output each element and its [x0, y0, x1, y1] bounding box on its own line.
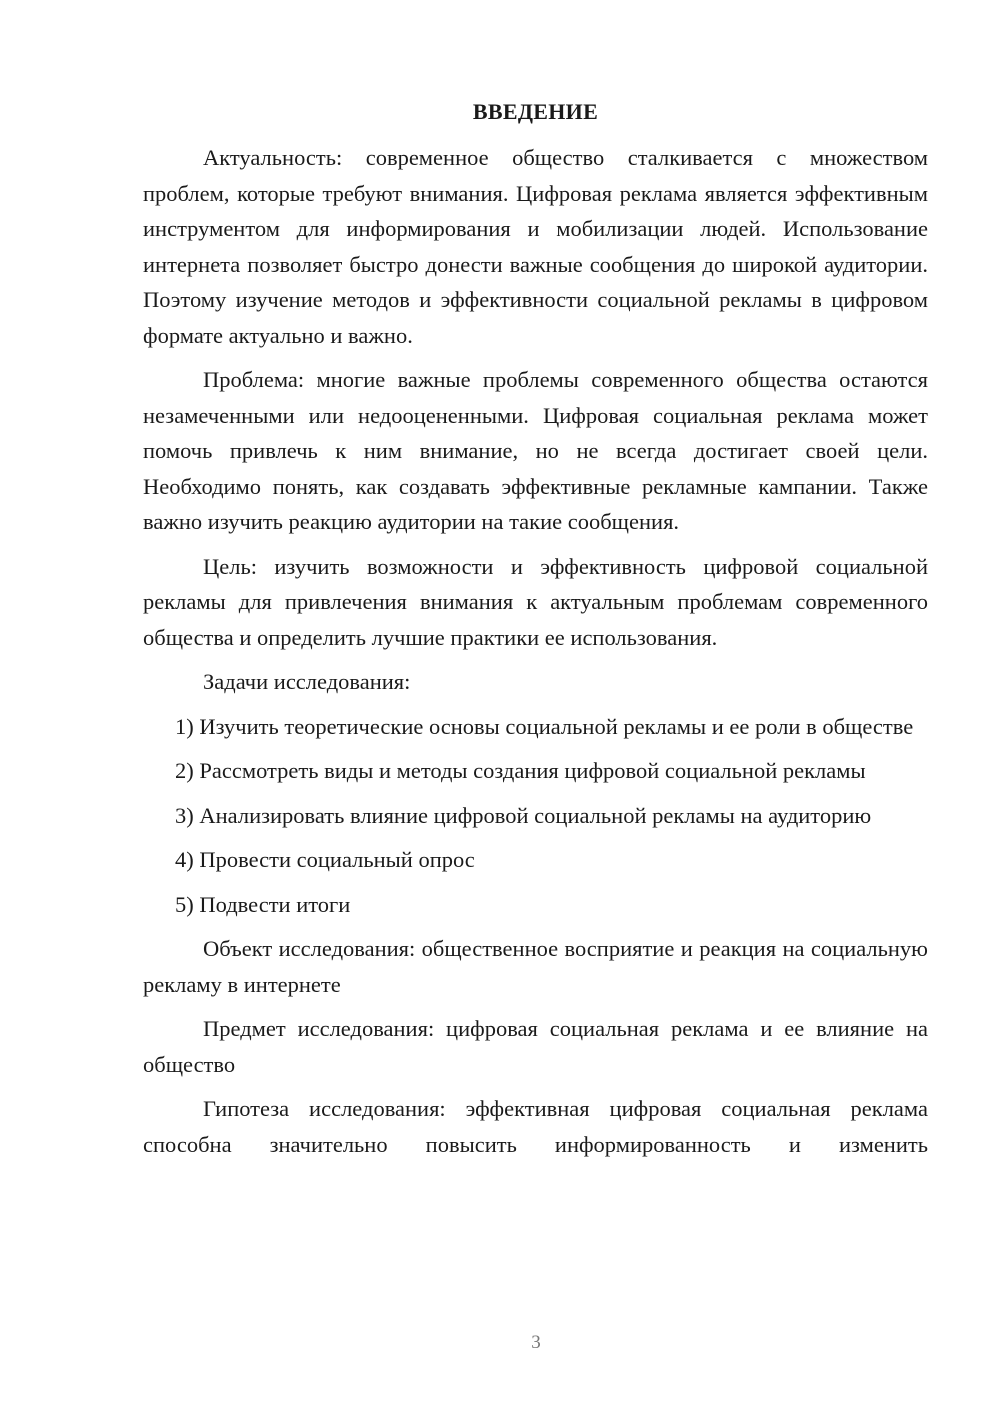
list-item-task-5: 5) Подвести итоги [175, 891, 351, 917]
paragraph-goal: Цель: изучить возможности и эффективность цифровой социальной рекламы для привлечения внимания к актуальным проблемам современного общества и определить лучшие практики ее использования. [143, 553, 928, 650]
paragraph-object: Объект исследования: общественное восприятие и реакция на социальную рекламу в интернете [143, 936, 928, 997]
paragraph-tasks-intro: Задачи исследования: [203, 669, 411, 694]
paragraph-subject: Предмет исследования: цифровая социальная реклама и ее влияние на общество [143, 1016, 928, 1077]
list-item-task-4: 4) Провести социальный опрос [175, 847, 475, 872]
list-item-task-2: 2) Рассмотреть виды и методы создания цифровой социальной рекламы [175, 758, 866, 783]
section-heading: ВВЕДЕНИЕ [472, 99, 599, 124]
list-item-task-3: 3) Анализировать влияние цифровой социальной рекламы на аудиторию [175, 802, 872, 828]
page-content [143, 96, 928, 1171]
list-item-task-1: 1) Изучить теоретические основы социальной рекламы и ее роли в обществе [175, 713, 914, 739]
paragraph-relevance: Актуальность: современное общество сталкивается с множеством проблем, которые требуют внимания. Цифровая реклама является эффективным инструментом для информирования и мобилизации людей. Использование интернета позволяет быстро донести важные сообщения до широкой аудитории. Поэтому изучение методов и эффективности социальной рекламы в цифровом формате актуально и важно. [143, 145, 928, 348]
paragraph-hypothesis: Гипотеза исследования: эффективная цифровая социальная реклама способна значительно повысить информированность и изменить [143, 1096, 928, 1157]
tasks-list [143, 709, 928, 923]
page-number: 3 [531, 1332, 541, 1353]
paragraph-problem: Проблема: многие важные проблемы современного общества остаются незамеченными или недооцененными. Цифровая социальная реклама может помочь привлечь к ним внимание, но не всегда достигает своей цели. Необходимо понять, как создавать эффективные рекламные кампании. Также важно изучить реакцию аудитории на такие сообщения. [143, 367, 928, 534]
